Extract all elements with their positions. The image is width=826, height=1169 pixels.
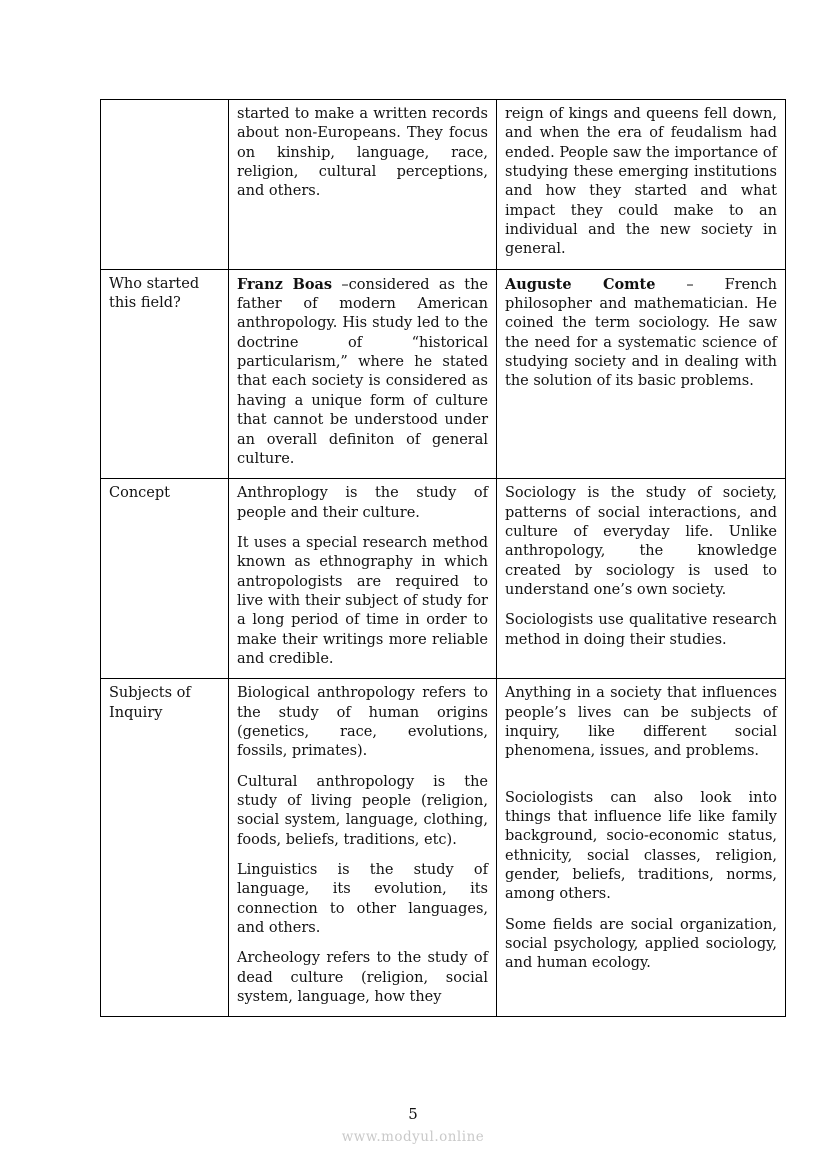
bold-lead-in: Franz Boas <box>237 275 333 293</box>
anthropology-cell <box>229 100 497 270</box>
row-label-cell: Concept <box>101 479 229 679</box>
paragraph: started to make a written records about non-Europeans. They focus on kinship, language, race, religion, cultural perceptions, and others. <box>237 106 488 200</box>
paragraph: Archeology refers to the study of dead culture (religion, social system, language, how they <box>237 950 488 1006</box>
paragraph: Linguistics is the study of language, its evolution, its connection to other languages, and others. <box>237 862 488 937</box>
sociology-cell <box>497 679 786 1017</box>
table-row <box>101 479 786 679</box>
page-number: 5 <box>408 1105 418 1123</box>
page-footer <box>0 1105 826 1145</box>
paragraph-spacer <box>505 773 777 789</box>
paragraph: It uses a special research method known as ethnography in which antropologists are required to live with their subject of study for a long period of time in order to make their writings more reliable and credible. <box>237 534 488 667</box>
row-label-cell <box>101 100 229 270</box>
paragraph: Sociologists can also look into things that influence life like family background, socio-economic status, ethnicity, social classes, religion, gender, beliefs, traditions, norms, among others. <box>505 789 777 903</box>
anthropology-cell <box>229 679 497 1017</box>
paragraph: Auguste Comte – French philosopher and mathematician. He coined the term sociology. He saw the need for a systematic science of studying society and in dealing with the solution of its basic problems. <box>505 275 778 390</box>
row-label-cell: Who started this field? <box>101 269 229 478</box>
sociology-cell <box>497 100 786 270</box>
paragraph: Cultural anthropology is the study of living people (religion, social system, language, clothing, foods, beliefs, traditions, etc). <box>237 773 488 848</box>
paragraph: Anything in a society that influences people’s lives can be subjects of inquiry, like different social phenomena, issues, and problems. <box>505 685 777 760</box>
paragraph: Franz Boas –considered as the father of modern American anthropology. His study led to the doctrine of “historical particularism,” where he stated that each society is considered as having a unique form of culture that cannot be understood under an overall definiton of general culture. <box>237 275 488 467</box>
sociology-cell <box>497 479 786 679</box>
table-row <box>101 269 786 478</box>
paragraph: Sociology is the study of society, patterns of social interactions, and culture of everyday life. Unlike anthropology, the knowledge created by sociology is used to understand one’s own society. <box>505 485 777 598</box>
comparison-table-body <box>101 100 786 1017</box>
anthropology-cell <box>229 269 497 478</box>
row-label-cell: Subjects of Inquiry <box>101 679 229 1017</box>
table-row <box>101 100 786 270</box>
table-row <box>101 679 786 1017</box>
paragraph: reign of kings and queens fell down, and when the era of feudalism had ended. People saw the importance of studying these emerging institutions and how they started and what impact they could make to an individual and the new society in general. <box>505 106 777 258</box>
paragraph: Sociologists use qualitative research method in doing their studies. <box>505 612 777 648</box>
comparison-table <box>100 99 786 1017</box>
paragraph: Some fields are social organization, social psychology, applied sociology, and human ecology. <box>505 916 777 972</box>
sociology-cell <box>497 269 786 478</box>
bold-lead-in: Auguste Comte <box>505 275 656 293</box>
paragraph: Biological anthropology refers to the study of human origins (genetics, race, evolutions, fossils, primates). <box>237 685 488 760</box>
watermark: www.modyul.online <box>341 1129 485 1145</box>
paragraph: Anthroplogy is the study of people and their culture. <box>237 485 488 521</box>
anthropology-cell <box>229 479 497 679</box>
